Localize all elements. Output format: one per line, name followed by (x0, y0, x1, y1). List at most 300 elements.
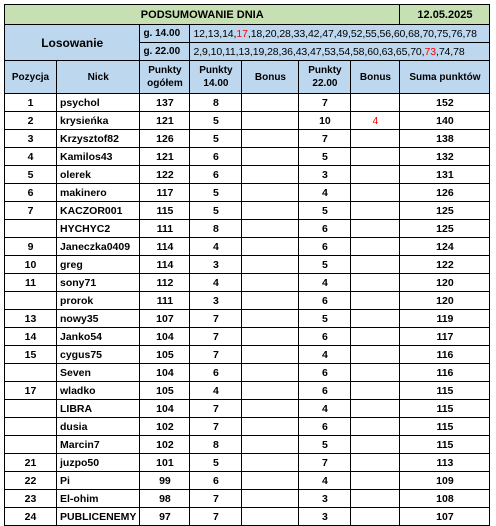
cell-p22: 3 (299, 508, 351, 526)
cell-sum: 138 (400, 130, 490, 148)
draw-number: 70 (410, 45, 422, 58)
draw-number-separator: , (233, 27, 237, 40)
draw-number-separator: , (305, 27, 308, 40)
cell-sum: 113 (400, 454, 490, 472)
cell-bonus14 (242, 184, 299, 202)
cell-p22: 5 (299, 310, 351, 328)
cell-p14: 3 (190, 256, 242, 274)
draw-number: 42 (307, 27, 320, 40)
cell-p14: 4 (190, 274, 242, 292)
cell-pos: 9 (5, 238, 57, 256)
draw-number-separator: , (204, 27, 208, 40)
draw-number: 47 (322, 27, 334, 40)
table-row (5, 220, 490, 238)
cell-sum: 120 (400, 292, 490, 310)
draw-number: 60 (367, 45, 379, 58)
draw-number: 76 (451, 27, 463, 40)
cell-pos: 7 (5, 202, 57, 220)
table-row (5, 418, 490, 436)
cell-bonus22 (351, 94, 400, 112)
page-title: PODSUMOWANIE DNIA (5, 5, 400, 25)
cell-total: 117 (140, 184, 190, 202)
draw-number-separator: , (407, 45, 411, 58)
cell-nick: Seven (57, 364, 140, 382)
cell-sum: 116 (400, 346, 490, 364)
cell-p22: 4 (299, 472, 351, 490)
cell-p14: 4 (190, 382, 242, 400)
cell-pos: 1 (5, 94, 57, 112)
draw-numbers-1 (190, 25, 490, 43)
cell-pos: 10 (5, 256, 57, 274)
cell-sum: 108 (400, 490, 490, 508)
col-header-sum: Suma punktów (400, 61, 490, 94)
cell-bonus22 (351, 166, 400, 184)
table-row (5, 166, 490, 184)
draw-number: 78 (453, 45, 465, 58)
cell-nick: sony71 (57, 274, 140, 292)
cell-p14: 5 (190, 454, 242, 472)
cell-bonus14 (242, 256, 299, 274)
table-row (5, 94, 490, 112)
draw-number: 28 (279, 27, 291, 40)
cell-pos: 14 (5, 328, 57, 346)
draw-number: 33 (293, 27, 306, 40)
cell-p14: 6 (190, 148, 242, 166)
cell-p14: 7 (190, 508, 242, 526)
draw-number-separator: , (333, 27, 337, 40)
cell-pos (5, 400, 57, 418)
draw-number-separator: , (235, 45, 239, 58)
draw-number-separator: , (393, 45, 396, 58)
cell-p14: 8 (190, 94, 242, 112)
cell-p22: 6 (299, 238, 351, 256)
cell-p14: 3 (190, 292, 242, 310)
cell-sum: 125 (400, 202, 490, 220)
cell-p14: 5 (190, 112, 242, 130)
draw-number: 43 (295, 45, 308, 58)
table-row (5, 148, 490, 166)
cell-bonus22 (351, 202, 400, 220)
draw-time-1: g. 14.00 (140, 25, 190, 43)
draw-number-separator: , (362, 27, 366, 40)
cell-nick: krysieńka (57, 112, 140, 130)
cell-bonus22: 4 (351, 112, 400, 130)
draw-time-2: g. 22.00 (140, 43, 190, 61)
table-row (5, 490, 490, 508)
cell-total: 114 (140, 238, 190, 256)
draw-number-separator: , (350, 45, 353, 58)
draw-number-separator: , (319, 27, 323, 40)
cell-pos: 2 (5, 112, 57, 130)
cell-nick: Janeczka0409 (57, 238, 140, 256)
cell-bonus14 (242, 382, 299, 400)
draw-number-separator: , (419, 27, 423, 40)
cell-bonus22 (351, 418, 400, 436)
cell-nick: HYCHYC2 (57, 220, 140, 238)
cell-bonus22 (351, 274, 400, 292)
table-row (5, 184, 490, 202)
draw-number: 65 (395, 45, 408, 58)
draw-number: 28 (267, 45, 279, 58)
cell-p22: 6 (299, 418, 351, 436)
table-row (5, 274, 490, 292)
column-header-row (5, 61, 490, 94)
cell-p22: 6 (299, 382, 351, 400)
cell-pos: 3 (5, 130, 57, 148)
col-header-bonus14: Bonus (242, 61, 299, 94)
cell-p22: 3 (299, 166, 351, 184)
cell-p14: 7 (190, 328, 242, 346)
cell-p22: 4 (299, 346, 351, 364)
cell-bonus22 (351, 328, 400, 346)
cell-total: 102 (140, 436, 190, 454)
cell-total: 101 (140, 454, 190, 472)
col-header-pos: Pozycja (5, 61, 57, 94)
cell-pos (5, 364, 57, 382)
cell-sum: 115 (400, 436, 490, 454)
draw-number-separator: , (435, 45, 439, 58)
cell-bonus14 (242, 202, 299, 220)
cell-bonus14 (242, 310, 299, 328)
cell-total: 104 (140, 328, 190, 346)
draw-number: 14 (222, 27, 234, 40)
cell-bonus22 (351, 346, 400, 364)
col-header-p22: Punkty 22.00 (299, 61, 351, 94)
cell-nick: PUBLICENEMY (57, 508, 140, 526)
cell-pos (5, 418, 57, 436)
cell-nick: olerek (57, 166, 140, 184)
cell-pos (5, 436, 57, 454)
cell-bonus22 (351, 454, 400, 472)
cell-nick: cygus75 (57, 346, 140, 364)
cell-bonus22 (351, 436, 400, 454)
table-row (5, 130, 490, 148)
table-row (5, 472, 490, 490)
cell-nick: psychol (57, 94, 140, 112)
cell-bonus14 (242, 472, 299, 490)
cell-bonus14 (242, 454, 299, 472)
cell-sum: 109 (400, 472, 490, 490)
cell-bonus14 (242, 490, 299, 508)
cell-sum: 115 (400, 382, 490, 400)
draw-number-separator: , (262, 27, 265, 40)
cell-bonus14 (242, 166, 299, 184)
draw-number-separator: , (321, 45, 325, 58)
table-row (5, 292, 490, 310)
draw-number: 13 (207, 27, 220, 40)
cell-p22: 5 (299, 148, 351, 166)
cell-nick: Pi (57, 472, 140, 490)
cell-bonus14 (242, 112, 299, 130)
cell-bonus22 (351, 382, 400, 400)
cell-p14: 8 (190, 220, 242, 238)
draw-number: 36 (281, 45, 293, 58)
cell-p22: 5 (299, 202, 351, 220)
draw-number-separator: , (378, 45, 382, 58)
cell-pos (5, 220, 57, 238)
col-header-bonus22: Bonus (351, 61, 400, 94)
cell-bonus14 (242, 508, 299, 526)
draw-number-separator: , (264, 45, 268, 58)
cell-bonus14 (242, 418, 299, 436)
cell-nick: dusia (57, 418, 140, 436)
col-header-p14: Punkty 14.00 (190, 61, 242, 94)
cell-sum: 132 (400, 148, 490, 166)
cell-p22: 7 (299, 454, 351, 472)
cell-nick: El-ohim (57, 490, 140, 508)
draw-number-separator: , (390, 27, 394, 40)
draw-number: 54 (338, 45, 351, 58)
cell-bonus14 (242, 274, 299, 292)
cell-bonus22 (351, 310, 400, 328)
cell-bonus14 (242, 238, 299, 256)
cell-total: 121 (140, 112, 190, 130)
table-row (5, 346, 490, 364)
cell-bonus14 (242, 436, 299, 454)
cell-sum: 119 (400, 310, 490, 328)
cell-bonus22 (351, 256, 400, 274)
cell-bonus22 (351, 184, 400, 202)
draw-number: 53 (324, 45, 336, 58)
cell-nick: Janko54 (57, 328, 140, 346)
cell-pos: 15 (5, 346, 57, 364)
draw-number: 2 (193, 45, 200, 58)
draw-number: 52 (350, 27, 363, 40)
cell-bonus22 (351, 238, 400, 256)
cell-p14: 6 (190, 166, 242, 184)
draw-number-separator: , (376, 27, 380, 40)
cell-p14: 5 (190, 184, 242, 202)
cell-total: 122 (140, 166, 190, 184)
table-body (5, 94, 490, 526)
cell-p14: 4 (190, 238, 242, 256)
cell-sum: 120 (400, 274, 490, 292)
draw-number: 56 (379, 27, 391, 40)
cell-bonus22 (351, 292, 400, 310)
cell-total: 111 (140, 220, 190, 238)
draw-label: Losowanie (5, 25, 140, 61)
cell-sum: 115 (400, 400, 490, 418)
draw-number: 74 (438, 45, 451, 58)
cell-bonus22 (351, 400, 400, 418)
cell-total: 114 (140, 256, 190, 274)
cell-p22: 3 (299, 490, 351, 508)
draw-number-separator: , (278, 45, 282, 58)
cell-bonus14 (242, 400, 299, 418)
cell-bonus22 (351, 220, 400, 238)
cell-p14: 7 (190, 346, 242, 364)
summary-table (4, 4, 490, 526)
cell-pos: 24 (5, 508, 57, 526)
cell-nick: makinero (57, 184, 140, 202)
draw-number: 70 (422, 27, 434, 40)
draw-number-separator: , (207, 45, 211, 58)
cell-total: 104 (140, 364, 190, 382)
cell-p14: 7 (190, 400, 242, 418)
draw-number: 12 (193, 27, 205, 40)
cell-p14: 5 (190, 130, 242, 148)
cell-pos: 5 (5, 166, 57, 184)
cell-pos: 21 (5, 454, 57, 472)
cell-sum: 117 (400, 328, 490, 346)
cell-bonus14 (242, 148, 299, 166)
cell-p22: 5 (299, 436, 351, 454)
cell-p14: 6 (190, 364, 242, 382)
draw-number: 55 (365, 27, 377, 40)
cell-pos: 4 (5, 148, 57, 166)
cell-p22: 6 (299, 292, 351, 310)
cell-p22: 10 (299, 112, 351, 130)
table-row (5, 382, 490, 400)
draw-number-separator: , (421, 45, 425, 58)
draw-number: 68 (408, 27, 420, 40)
draw-number-separator: , (405, 27, 409, 40)
cell-p22: 4 (299, 184, 351, 202)
draw-number: 75 (436, 27, 449, 40)
cell-total: 137 (140, 94, 190, 112)
draw-number: 73 (424, 45, 436, 58)
cell-nick: Kamilos43 (57, 148, 140, 166)
cell-total: 104 (140, 400, 190, 418)
table-row (5, 328, 490, 346)
table-row (5, 508, 490, 526)
draw-number: 11 (224, 45, 236, 58)
cell-pos (5, 292, 57, 310)
draw-number: 13 (238, 45, 250, 58)
table-row (5, 112, 490, 130)
cell-p14: 8 (190, 436, 242, 454)
cell-p14: 7 (190, 418, 242, 436)
draw-number: 49 (336, 27, 349, 40)
table-row (5, 436, 490, 454)
draw-row-1 (5, 25, 490, 43)
draw-numbers-2 (190, 43, 490, 61)
cell-p22: 5 (299, 256, 351, 274)
draw-number-separator: , (433, 27, 437, 40)
draw-number: 17 (236, 27, 248, 40)
draw-number-separator: , (290, 27, 294, 40)
cell-nick: Krzysztof82 (57, 130, 140, 148)
cell-nick: prorok (57, 292, 140, 310)
draw-number: 20 (265, 27, 277, 40)
cell-total: 126 (140, 130, 190, 148)
draw-number-separator: , (219, 27, 223, 40)
draw-number-separator: , (335, 45, 339, 58)
cell-sum: 140 (400, 112, 490, 130)
cell-sum: 115 (400, 418, 490, 436)
cell-pos: 17 (5, 382, 57, 400)
cell-p22: 6 (299, 364, 351, 382)
draw-number: 18 (250, 27, 263, 40)
cell-p22: 6 (299, 220, 351, 238)
cell-bonus22 (351, 148, 400, 166)
draw-number: 19 (252, 45, 265, 58)
cell-total: 97 (140, 508, 190, 526)
draw-number: 9 (202, 45, 208, 58)
draw-number: 60 (393, 27, 406, 40)
cell-sum: 107 (400, 508, 490, 526)
cell-p14: 6 (190, 472, 242, 490)
cell-sum: 125 (400, 220, 490, 238)
cell-nick: Marcin7 (57, 436, 140, 454)
table-row (5, 454, 490, 472)
draw-number-separator: , (448, 27, 452, 40)
draw-number-separator: , (462, 27, 466, 40)
table-row (5, 256, 490, 274)
table-row (5, 238, 490, 256)
cell-pos: 6 (5, 184, 57, 202)
cell-nick: wladko (57, 382, 140, 400)
cell-sum: 122 (400, 256, 490, 274)
draw-number: 63 (381, 45, 394, 58)
cell-total: 115 (140, 202, 190, 220)
table-row (5, 202, 490, 220)
cell-total: 99 (140, 472, 190, 490)
cell-nick: nowy35 (57, 310, 140, 328)
cell-bonus22 (351, 130, 400, 148)
draw-number-separator: , (364, 45, 368, 58)
cell-bonus14 (242, 364, 299, 382)
cell-nick: LIBRA (57, 400, 140, 418)
cell-nick: greg (57, 256, 140, 274)
draw-number-separator: , (222, 45, 225, 58)
cell-total: 105 (140, 346, 190, 364)
draw-number-separator: , (292, 45, 296, 58)
cell-total: 102 (140, 418, 190, 436)
cell-p22: 7 (299, 130, 351, 148)
cell-p22: 4 (299, 400, 351, 418)
cell-p22: 6 (299, 328, 351, 346)
cell-bonus14 (242, 292, 299, 310)
table-row (5, 310, 490, 328)
cell-total: 107 (140, 310, 190, 328)
cell-bonus22 (351, 508, 400, 526)
cell-total: 105 (140, 382, 190, 400)
cell-total: 111 (140, 292, 190, 310)
table-row (5, 400, 490, 418)
cell-bonus14 (242, 220, 299, 238)
draw-number-separator: , (276, 27, 280, 40)
cell-p22: 4 (299, 274, 351, 292)
cell-sum: 116 (400, 364, 490, 382)
draw-number-separator: , (247, 27, 251, 40)
cell-bonus14 (242, 328, 299, 346)
date-cell: 12.05.2025 (400, 5, 490, 25)
cell-pos: 11 (5, 274, 57, 292)
cell-bonus22 (351, 472, 400, 490)
draw-number-separator: , (249, 45, 253, 58)
col-header-total: Punkty ogółem (140, 61, 190, 94)
cell-bonus22 (351, 490, 400, 508)
draw-number-separator: , (307, 45, 310, 58)
cell-nick: juzpo50 (57, 454, 140, 472)
cell-sum: 131 (400, 166, 490, 184)
cell-p14: 7 (190, 490, 242, 508)
cell-p14: 7 (190, 310, 242, 328)
cell-pos: 22 (5, 472, 57, 490)
table-row (5, 364, 490, 382)
draw-number: 47 (310, 45, 322, 58)
cell-bonus14 (242, 94, 299, 112)
draw-number-separator: , (450, 45, 454, 58)
col-header-nick: Nick (57, 61, 140, 94)
cell-sum: 124 (400, 238, 490, 256)
draw-number-separator: , (199, 45, 203, 58)
cell-p22: 7 (299, 94, 351, 112)
cell-pos: 13 (5, 310, 57, 328)
cell-nick: KACZOR001 (57, 202, 140, 220)
cell-total: 98 (140, 490, 190, 508)
